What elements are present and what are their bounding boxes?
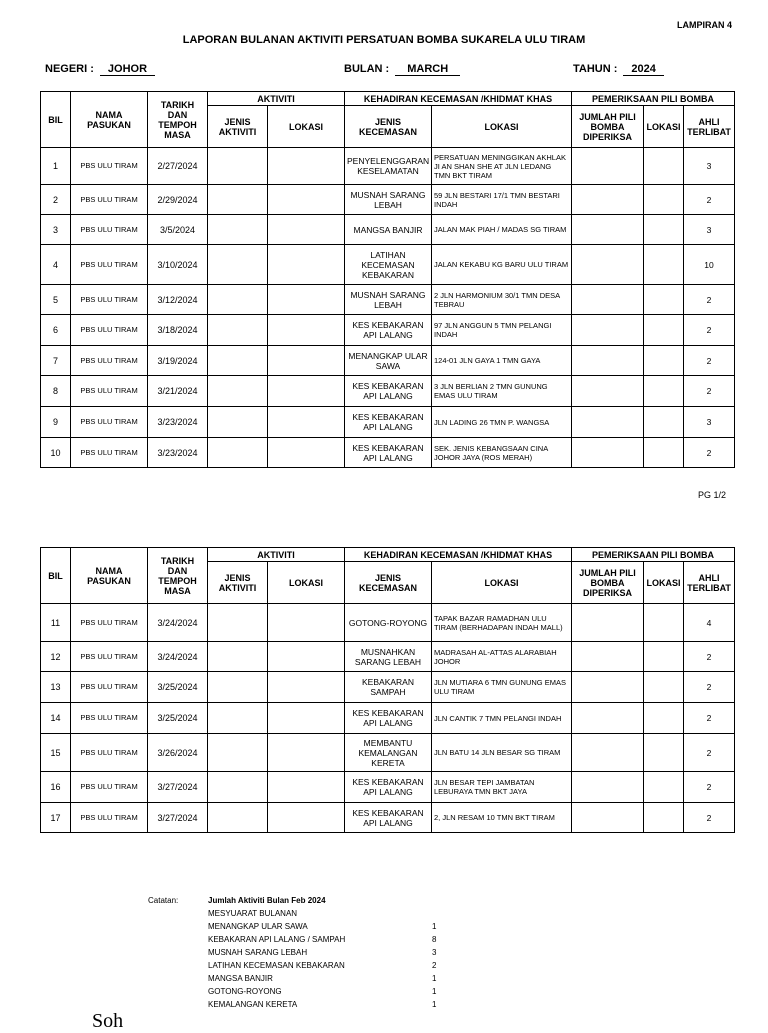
- cell-lokasi-aktiviti: [268, 803, 345, 833]
- cell-tarikh: 3/24/2024: [148, 604, 208, 642]
- cell-ahli-terlibat: 3: [684, 215, 735, 245]
- cell-lokasi-aktiviti: [268, 407, 345, 438]
- header-tarikh: TARIKH DAN TEMPOH MASA: [148, 92, 208, 148]
- cell-nama-pasukan: PBS ULU TIRAM: [71, 803, 148, 833]
- table-row: [41, 734, 735, 772]
- cell-lokasi-kecemasan: JLN BESAR TEPI JAMBATAN LEBURAYA TMN BKT JAYA: [432, 772, 572, 803]
- cell-tarikh: 3/24/2024: [148, 642, 208, 672]
- table-row: [41, 438, 735, 468]
- cell-lokasi-kecemasan: JLN LADING 26 TMN P. WANGSA: [432, 407, 572, 438]
- bulan-label: BULAN :: [344, 63, 390, 75]
- header-kehadiran: KEHADIRAN KECEMASAN /KHIDMAT KHAS: [345, 548, 572, 562]
- cell-jenis-aktiviti: [208, 672, 268, 703]
- report-title: LAPORAN BULANAN AKTIVITI PERSATUAN BOMBA SUKARELA ULU TIRAM: [182, 34, 586, 46]
- cell-jenis-kecemasan: MANGSA BANJIR: [345, 215, 432, 245]
- header-aktiviti: AKTIVITI: [208, 92, 345, 106]
- header-lokasi-kecemasan: LOKASI: [432, 106, 572, 148]
- notes-item-name: KEBAKARAN API LALANG / SAMPAH: [208, 935, 346, 944]
- cell-lokasi-pili: [644, 407, 684, 438]
- cell-jenis-kecemasan: KEBAKARAN SAMPAH: [345, 672, 432, 703]
- table-row: [41, 346, 735, 376]
- cell-bil: 14: [41, 703, 71, 734]
- table-row: [41, 772, 735, 803]
- notes-list: [208, 907, 448, 1011]
- notes-item-name: MENANGKAP ULAR SAWA: [208, 922, 308, 931]
- cell-lokasi-aktiviti: [268, 734, 345, 772]
- cell-lokasi-kecemasan: JLN MUTIARA 6 TMN GUNUNG EMAS ULU TIRAM: [432, 672, 572, 703]
- cell-jenis-aktiviti: [208, 346, 268, 376]
- cell-bil: 15: [41, 734, 71, 772]
- cell-tarikh: 3/18/2024: [148, 315, 208, 346]
- cell-nama-pasukan: PBS ULU TIRAM: [71, 642, 148, 672]
- notes-item-count: 1: [432, 1000, 437, 1009]
- table-row: [41, 672, 735, 703]
- notes-item-count: 2: [432, 961, 437, 970]
- cell-tarikh: 3/23/2024: [148, 438, 208, 468]
- header-tarikh: TARIKH DAN TEMPOH MASA: [148, 548, 208, 604]
- cell-jenis-kecemasan: MUSNAHKAN SARANG LEBAH: [345, 642, 432, 672]
- cell-jenis-aktiviti: [208, 215, 268, 245]
- cell-bil: 5: [41, 285, 71, 315]
- notes-item: [208, 998, 448, 1011]
- header-kehadiran: KEHADIRAN KECEMASAN /KHIDMAT KHAS: [345, 92, 572, 106]
- cell-ahli-terlibat: 3: [684, 148, 735, 185]
- cell-lokasi-aktiviti: [268, 315, 345, 346]
- header-nama-pasukan: NAMA PASUKAN: [71, 92, 148, 148]
- notes-label: Catatan:: [148, 896, 179, 905]
- cell-bil: 6: [41, 315, 71, 346]
- cell-jumlah-pili: [572, 185, 644, 215]
- cell-jumlah-pili: [572, 703, 644, 734]
- notes-item-name: MUSNAH SARANG LEBAH: [208, 948, 308, 957]
- cell-lokasi-kecemasan: PERSATUAN MENINGGIKAN AKHLAK JI AN SHAN SHE AT JLN LEDANG TMN BKT TIRAM: [432, 148, 572, 185]
- cell-lokasi-kecemasan: SEK. JENIS KEBANGSAAN CINA JOHOR JAYA (ROS MERAH): [432, 438, 572, 468]
- header-bil: BIL: [41, 548, 71, 604]
- cell-lokasi-pili: [644, 185, 684, 215]
- cell-nama-pasukan: PBS ULU TIRAM: [71, 148, 148, 185]
- cell-lokasi-aktiviti: [268, 703, 345, 734]
- cell-bil: 4: [41, 245, 71, 285]
- notes-item-count: 1: [432, 974, 437, 983]
- cell-jenis-aktiviti: [208, 407, 268, 438]
- cell-lokasi-pili: [644, 604, 684, 642]
- negeri-field: [45, 63, 155, 76]
- table-row: [41, 642, 735, 672]
- header-lokasi-aktiviti: LOKASI: [268, 562, 345, 604]
- cell-jenis-kecemasan: MUSNAH SARANG LEBAH: [345, 285, 432, 315]
- cell-ahli-terlibat: 2: [684, 803, 735, 833]
- cell-nama-pasukan: PBS ULU TIRAM: [71, 376, 148, 407]
- cell-ahli-terlibat: 2: [684, 346, 735, 376]
- cell-jenis-aktiviti: [208, 245, 268, 285]
- cell-lokasi-kecemasan: JALAN MAK PIAH / MADAS SG TIRAM: [432, 215, 572, 245]
- cell-lokasi-kecemasan: 3 JLN BERLIAN 2 TMN GUNUNG EMAS ULU TIRAM: [432, 376, 572, 407]
- page-number: PG 1/2: [697, 490, 726, 500]
- cell-ahli-terlibat: 3: [684, 407, 735, 438]
- cell-jenis-aktiviti: [208, 604, 268, 642]
- tahun-value: 2024: [623, 63, 663, 76]
- cell-jumlah-pili: [572, 734, 644, 772]
- notes-item-name: KEMALANGAN KERETA: [208, 1000, 298, 1009]
- cell-nama-pasukan: PBS ULU TIRAM: [71, 245, 148, 285]
- cell-bil: 17: [41, 803, 71, 833]
- cell-bil: 3: [41, 215, 71, 245]
- cell-ahli-terlibat: 2: [684, 703, 735, 734]
- cell-jumlah-pili: [572, 642, 644, 672]
- cell-nama-pasukan: PBS ULU TIRAM: [71, 438, 148, 468]
- activity-table-page-1: [40, 91, 735, 468]
- notes-item-name: GOTONG-ROYONG: [208, 987, 282, 996]
- lampiran-label: LAMPIRAN 4: [676, 20, 732, 30]
- cell-bil: 13: [41, 672, 71, 703]
- negeri-value: JOHOR: [100, 63, 155, 76]
- cell-jenis-kecemasan: KES KEBAKARAN API LALANG: [345, 315, 432, 346]
- cell-lokasi-kecemasan: JLN CANTIK 7 TMN PELANGI INDAH: [432, 703, 572, 734]
- cell-ahli-terlibat: 2: [684, 185, 735, 215]
- header-jenis-kecemasan: JENIS KECEMASAN: [345, 562, 432, 604]
- cell-nama-pasukan: PBS ULU TIRAM: [71, 672, 148, 703]
- cell-nama-pasukan: PBS ULU TIRAM: [71, 185, 148, 215]
- header-jenis-aktiviti: JENIS AKTIVITI: [208, 106, 268, 148]
- cell-bil: 12: [41, 642, 71, 672]
- cell-jumlah-pili: [572, 245, 644, 285]
- cell-nama-pasukan: PBS ULU TIRAM: [71, 604, 148, 642]
- cell-lokasi-kecemasan: TAPAK BAZAR RAMADHAN ULU TIRAM (BERHADAPAN INDAH MALL): [432, 604, 572, 642]
- cell-jenis-kecemasan: KES KEBAKARAN API LALANG: [345, 407, 432, 438]
- table-row: [41, 803, 735, 833]
- cell-jenis-kecemasan: KES KEBAKARAN API LALANG: [345, 772, 432, 803]
- cell-lokasi-pili: [644, 703, 684, 734]
- tahun-field: [573, 63, 664, 76]
- header-lokasi-aktiviti: LOKASI: [268, 106, 345, 148]
- cell-tarikh: 2/29/2024: [148, 185, 208, 215]
- cell-lokasi-kecemasan: 59 JLN BESTARI 17/1 TMN BESTARI INDAH: [432, 185, 572, 215]
- cell-tarikh: 3/25/2024: [148, 703, 208, 734]
- cell-nama-pasukan: PBS ULU TIRAM: [71, 734, 148, 772]
- cell-ahli-terlibat: 2: [684, 734, 735, 772]
- cell-jenis-aktiviti: [208, 185, 268, 215]
- tahun-label: TAHUN :: [573, 63, 618, 75]
- cell-jumlah-pili: [572, 346, 644, 376]
- cell-lokasi-kecemasan: MADRASAH AL-ATTAS ALARABIAH JOHOR: [432, 642, 572, 672]
- header-jenis-kecemasan: JENIS KECEMASAN: [345, 106, 432, 148]
- header-pemeriksaan: PEMERIKSAAN PILI BOMBA: [572, 548, 735, 562]
- cell-bil: 9: [41, 407, 71, 438]
- cell-tarikh: 3/19/2024: [148, 346, 208, 376]
- cell-tarikh: 3/26/2024: [148, 734, 208, 772]
- table-row: [41, 315, 735, 346]
- cell-lokasi-pili: [644, 803, 684, 833]
- cell-ahli-terlibat: 2: [684, 315, 735, 346]
- cell-lokasi-kecemasan: 2, JLN RESAM 10 TMN BKT TIRAM: [432, 803, 572, 833]
- cell-tarikh: 3/5/2024: [148, 215, 208, 245]
- cell-lokasi-pili: [644, 285, 684, 315]
- cell-ahli-terlibat: 2: [684, 438, 735, 468]
- table-row: [41, 604, 735, 642]
- cell-jenis-kecemasan: MENANGKAP ULAR SAWA: [345, 346, 432, 376]
- cell-jumlah-pili: [572, 376, 644, 407]
- cell-bil: 16: [41, 772, 71, 803]
- signature: Soh: [92, 1010, 124, 1032]
- cell-nama-pasukan: PBS ULU TIRAM: [71, 346, 148, 376]
- table-row: [41, 376, 735, 407]
- cell-lokasi-kecemasan: JALAN KEKABU KG BARU ULU TIRAM: [432, 245, 572, 285]
- cell-ahli-terlibat: 10: [684, 245, 735, 285]
- cell-ahli-terlibat: 2: [684, 376, 735, 407]
- cell-lokasi-aktiviti: [268, 772, 345, 803]
- cell-jenis-aktiviti: [208, 285, 268, 315]
- cell-lokasi-kecemasan: 2 JLN HARMONIUM 30/1 TMN DESA TEBRAU: [432, 285, 572, 315]
- cell-jumlah-pili: [572, 315, 644, 346]
- notes-item: [208, 959, 448, 972]
- header-jenis-aktiviti: JENIS AKTIVITI: [208, 562, 268, 604]
- cell-lokasi-pili: [644, 346, 684, 376]
- cell-bil: 10: [41, 438, 71, 468]
- notes-item-name: MESYUARAT BULANAN: [208, 909, 298, 918]
- cell-jenis-aktiviti: [208, 315, 268, 346]
- cell-jenis-kecemasan: KES KEBAKARAN API LALANG: [345, 803, 432, 833]
- cell-jenis-kecemasan: KES KEBAKARAN API LALANG: [345, 438, 432, 468]
- cell-tarikh: 3/23/2024: [148, 407, 208, 438]
- cell-jumlah-pili: [572, 407, 644, 438]
- cell-jenis-kecemasan: MUSNAH SARANG LEBAH: [345, 185, 432, 215]
- cell-lokasi-pili: [644, 734, 684, 772]
- cell-jenis-kecemasan: KES KEBAKARAN API LALANG: [345, 703, 432, 734]
- cell-jumlah-pili: [572, 672, 644, 703]
- cell-lokasi-aktiviti: [268, 376, 345, 407]
- cell-jumlah-pili: [572, 772, 644, 803]
- cell-tarikh: 3/10/2024: [148, 245, 208, 285]
- cell-ahli-terlibat: 2: [684, 642, 735, 672]
- cell-lokasi-pili: [644, 772, 684, 803]
- cell-bil: 2: [41, 185, 71, 215]
- activity-table-page-2: [40, 547, 735, 833]
- cell-lokasi-aktiviti: [268, 245, 345, 285]
- header-lokasi-kecemasan: LOKASI: [432, 562, 572, 604]
- notes-item: [208, 933, 448, 946]
- cell-lokasi-aktiviti: [268, 438, 345, 468]
- cell-jenis-aktiviti: [208, 438, 268, 468]
- cell-jumlah-pili: [572, 285, 644, 315]
- notes-item-count: 3: [432, 948, 437, 957]
- cell-bil: 8: [41, 376, 71, 407]
- table-row: [41, 215, 735, 245]
- table-row: [41, 148, 735, 185]
- cell-lokasi-pili: [644, 672, 684, 703]
- cell-tarikh: 3/12/2024: [148, 285, 208, 315]
- notes-item: [208, 920, 448, 933]
- cell-lokasi-pili: [644, 315, 684, 346]
- cell-lokasi-aktiviti: [268, 215, 345, 245]
- cell-jenis-aktiviti: [208, 703, 268, 734]
- cell-lokasi-aktiviti: [268, 604, 345, 642]
- cell-jumlah-pili: [572, 148, 644, 185]
- cell-lokasi-kecemasan: 124-01 JLN GAYA 1 TMN GAYA: [432, 346, 572, 376]
- cell-ahli-terlibat: 4: [684, 604, 735, 642]
- cell-tarikh: 2/27/2024: [148, 148, 208, 185]
- cell-lokasi-aktiviti: [268, 185, 345, 215]
- cell-lokasi-pili: [644, 438, 684, 468]
- notes-item-count: 8: [432, 935, 437, 944]
- cell-jenis-kecemasan: GOTONG-ROYONG: [345, 604, 432, 642]
- cell-bil: 7: [41, 346, 71, 376]
- header-bil: BIL: [41, 92, 71, 148]
- cell-lokasi-pili: [644, 215, 684, 245]
- cell-nama-pasukan: PBS ULU TIRAM: [71, 407, 148, 438]
- cell-lokasi-aktiviti: [268, 346, 345, 376]
- table-row: [41, 245, 735, 285]
- cell-jenis-kecemasan: KES KEBAKARAN API LALANG: [345, 376, 432, 407]
- cell-lokasi-aktiviti: [268, 148, 345, 185]
- notes-item: [208, 907, 448, 920]
- cell-lokasi-kecemasan: 97 JLN ANGGUN 5 TMN PELANGI INDAH: [432, 315, 572, 346]
- notes-item-count: 1: [432, 922, 437, 931]
- cell-lokasi-pili: [644, 245, 684, 285]
- cell-lokasi-pili: [644, 642, 684, 672]
- header-ahli-terlibat: AHLI TERLIBAT: [684, 106, 735, 148]
- cell-jenis-kecemasan: PENYELENGGARAN KESELAMATAN: [345, 148, 432, 185]
- cell-jumlah-pili: [572, 604, 644, 642]
- cell-bil: 1: [41, 148, 71, 185]
- header-nama-pasukan: NAMA PASUKAN: [71, 548, 148, 604]
- header-lokasi-pili: LOKASI: [644, 106, 684, 148]
- cell-bil: 11: [41, 604, 71, 642]
- header-lokasi-pili: LOKASI: [644, 562, 684, 604]
- notes-item-name: LATIHAN KECEMASAN KEBAKARAN: [208, 961, 345, 970]
- notes-item-name: MANGSA BANJIR: [208, 974, 273, 983]
- bulan-value: MARCH: [395, 63, 460, 76]
- cell-tarikh: 3/27/2024: [148, 803, 208, 833]
- header-aktiviti: AKTIVITI: [208, 548, 345, 562]
- cell-lokasi-aktiviti: [268, 642, 345, 672]
- cell-jenis-aktiviti: [208, 734, 268, 772]
- cell-jumlah-pili: [572, 803, 644, 833]
- cell-lokasi-aktiviti: [268, 285, 345, 315]
- cell-jenis-kecemasan: LATIHAN KECEMASAN KEBAKARAN: [345, 245, 432, 285]
- cell-tarikh: 3/25/2024: [148, 672, 208, 703]
- table-row: [41, 703, 735, 734]
- bulan-field: [344, 63, 460, 76]
- cell-nama-pasukan: PBS ULU TIRAM: [71, 772, 148, 803]
- header-pemeriksaan: PEMERIKSAAN PILI BOMBA: [572, 92, 735, 106]
- cell-tarikh: 3/27/2024: [148, 772, 208, 803]
- table-row: [41, 407, 735, 438]
- cell-ahli-terlibat: 2: [684, 672, 735, 703]
- header-jumlah-pili: JUMLAH PILI BOMBA DIPERIKSA: [572, 106, 644, 148]
- cell-jumlah-pili: [572, 438, 644, 468]
- cell-lokasi-pili: [644, 148, 684, 185]
- cell-lokasi-kecemasan: JLN BATU 14 JLN BESAR SG TIRAM: [432, 734, 572, 772]
- notes-item: [208, 972, 448, 985]
- table-row: [41, 185, 735, 215]
- cell-jumlah-pili: [572, 215, 644, 245]
- header-ahli-terlibat: AHLI TERLIBAT: [684, 562, 735, 604]
- negeri-label: NEGERI :: [45, 63, 94, 75]
- cell-nama-pasukan: PBS ULU TIRAM: [71, 703, 148, 734]
- cell-jenis-aktiviti: [208, 148, 268, 185]
- cell-jenis-aktiviti: [208, 803, 268, 833]
- notes-item-count: 1: [432, 987, 437, 996]
- cell-lokasi-aktiviti: [268, 672, 345, 703]
- cell-jenis-aktiviti: [208, 772, 268, 803]
- cell-tarikh: 3/21/2024: [148, 376, 208, 407]
- header-jumlah-pili: JUMLAH PILI BOMBA DIPERIKSA: [572, 562, 644, 604]
- table-row: [41, 285, 735, 315]
- cell-ahli-terlibat: 2: [684, 285, 735, 315]
- cell-lokasi-pili: [644, 376, 684, 407]
- cell-nama-pasukan: PBS ULU TIRAM: [71, 215, 148, 245]
- cell-jenis-kecemasan: MEMBANTU KEMALANGAN KERETA: [345, 734, 432, 772]
- notes-item: [208, 946, 448, 959]
- cell-nama-pasukan: PBS ULU TIRAM: [71, 315, 148, 346]
- notes-item: [208, 985, 448, 998]
- notes-heading: Jumlah Aktiviti Bulan Feb 2024: [208, 896, 326, 905]
- cell-jenis-aktiviti: [208, 642, 268, 672]
- cell-nama-pasukan: PBS ULU TIRAM: [71, 285, 148, 315]
- cell-jenis-aktiviti: [208, 376, 268, 407]
- cell-ahli-terlibat: 2: [684, 772, 735, 803]
